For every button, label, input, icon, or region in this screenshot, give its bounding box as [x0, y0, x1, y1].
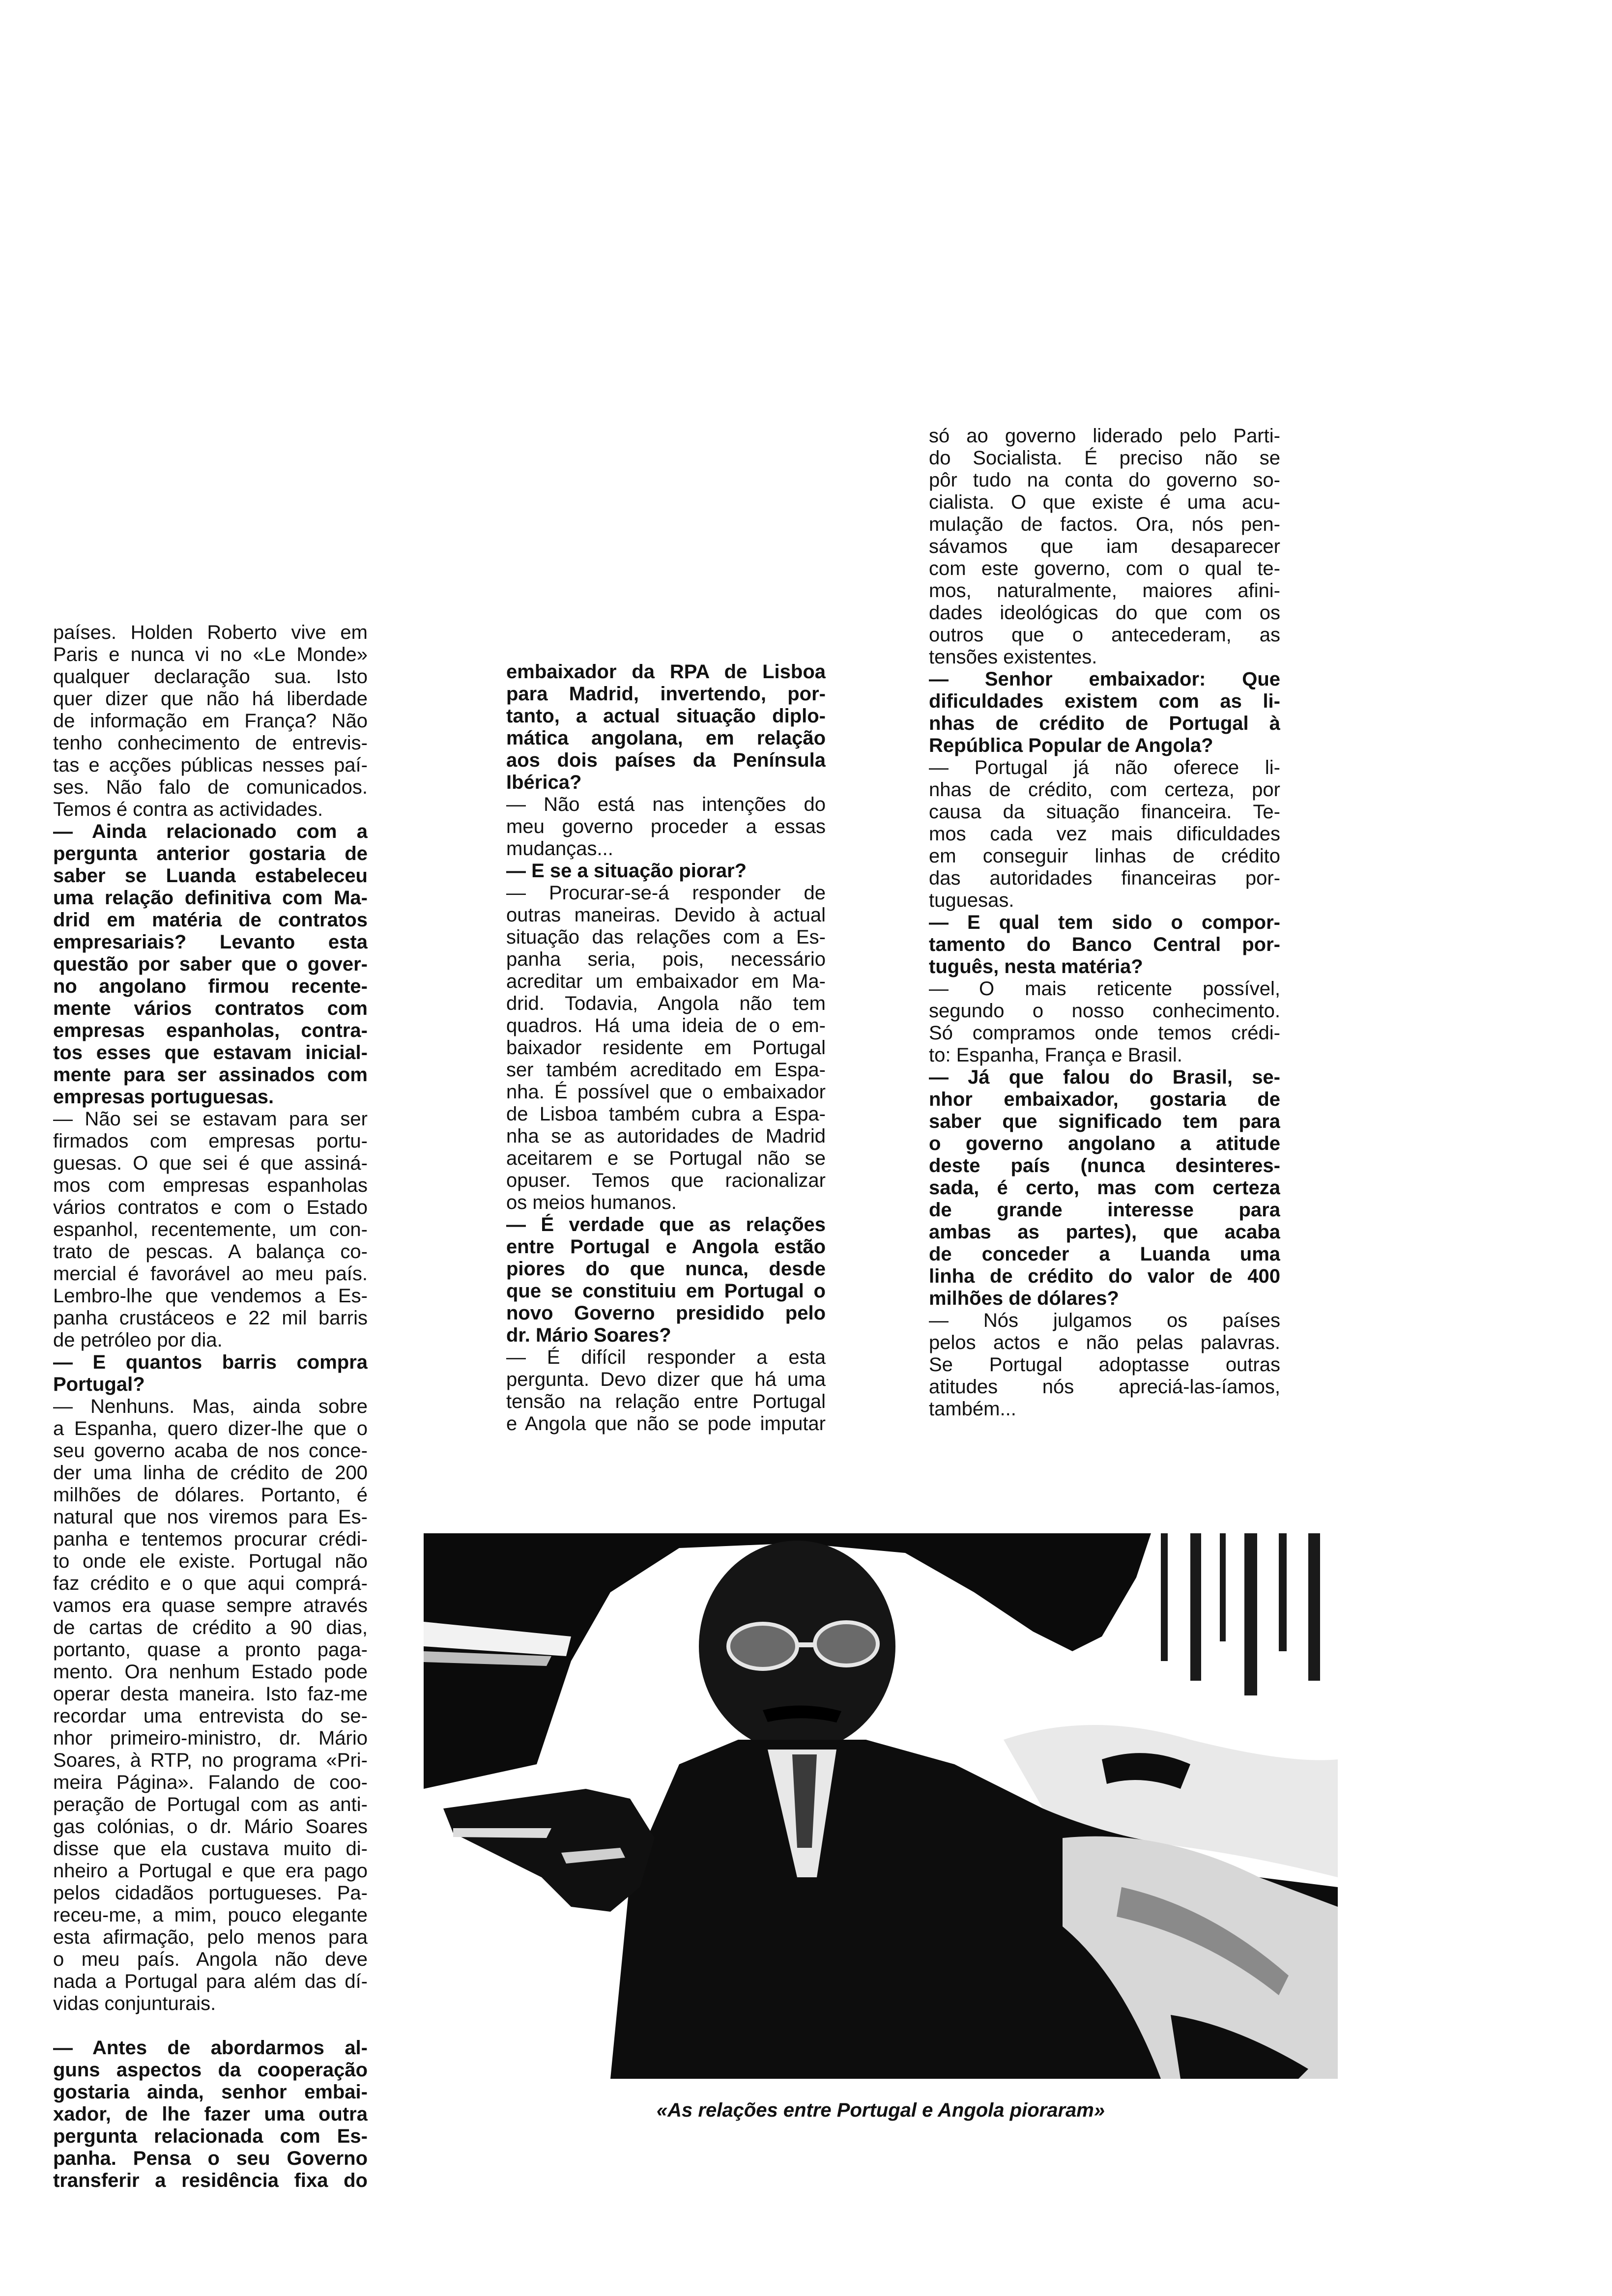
question-line: que se constituiu em Portugal o — [506, 1280, 826, 1302]
answer-line: pôr tudo na conta do governo so- — [929, 469, 1280, 491]
answer-line: pergunta. Devo dizer que há uma — [506, 1369, 826, 1390]
answer-line: — O mais reticente possível, — [929, 978, 1280, 1000]
answer-line: mos com empresas espanholas — [53, 1175, 368, 1196]
answer-line: panha crustáceos e 22 mil barris — [53, 1307, 368, 1329]
question-line: pergunta anterior gostaria de — [53, 843, 368, 864]
question-line: — E qual tem sido o compor- — [929, 912, 1280, 933]
answer-line: Soares, à RTP, no programa «Pri- — [53, 1750, 368, 1771]
answer-line: de Lisboa também cubra a Espa- — [506, 1103, 826, 1125]
answer-line: portanto, quase a pronto paga- — [53, 1639, 368, 1661]
answer-line: ser também acreditado em Espa- — [506, 1059, 826, 1081]
answer-line: natural que nos viremos para Es- — [53, 1506, 368, 1528]
answer-line: vários contratos e com o Estado — [53, 1197, 368, 1218]
answer-line: cialista. O que existe é uma acu- — [929, 491, 1280, 513]
answer-line: atitudes nós apreciá-las-íamos, — [929, 1376, 1280, 1398]
answer-line: mos, naturalmente, maiores afini- — [929, 580, 1280, 602]
question-line: pergunta relacionada com Es- — [53, 2125, 368, 2147]
question-line: entre Portugal e Angola estão — [506, 1236, 826, 1258]
question-line: transferir a residência fixa do — [53, 2170, 368, 2191]
question-line: — Senhor embaixador: Que — [929, 668, 1280, 690]
answer-line: em conseguir linhas de crédito — [929, 845, 1280, 867]
answer-line: acreditar um embaixador em Ma- — [506, 971, 826, 992]
question-line: para Madrid, invertendo, por- — [506, 683, 826, 705]
question-line: sada, é certo, mas com certeza — [929, 1177, 1280, 1199]
answer-line: ses. Não falo de comunicados. — [53, 776, 368, 798]
answer-line: panha e tentemos procurar crédi- — [53, 1528, 368, 1550]
question-line: — Antes de abordarmos al- — [53, 2037, 368, 2059]
question-line: — Já que falou do Brasil, se- — [929, 1066, 1280, 1088]
question-line: ambas as partes), que acaba — [929, 1221, 1280, 1243]
answer-line: o meu país. Angola não deve — [53, 1949, 368, 1970]
answer-line: — Não está nas intenções do — [506, 794, 826, 815]
question-line: mente vários contratos com — [53, 998, 368, 1019]
question-line: gostaria ainda, senhor embai- — [53, 2081, 368, 2103]
answer-line: gas colónias, o dr. Mário Soares — [53, 1816, 368, 1837]
answer-line — [53, 2015, 368, 2037]
answer-line: situação das relações com a Es- — [506, 926, 826, 948]
question-line: dificuldades existem com as li- — [929, 690, 1280, 712]
answer-line: outras maneiras. Devido à actual — [506, 904, 826, 926]
answer-line: quadros. Há uma ideia de o em- — [506, 1015, 826, 1036]
answer-line: outros que o antecederam, as — [929, 624, 1280, 646]
question-line: — E se a situação piorar? — [506, 860, 747, 882]
question-line: piores do que nunca, desde — [506, 1258, 826, 1280]
question-line: de conceder a Luanda uma — [929, 1243, 1280, 1265]
answer-line: mercial é favorável ao meu país. — [53, 1263, 368, 1285]
answer-line: de cartas de crédito a 90 dias, — [53, 1617, 368, 1638]
article-column-2 — [506, 661, 826, 1435]
answer-line: vamos era quase sempre através — [53, 1595, 368, 1616]
answer-line: meu governo proceder a essas — [506, 816, 826, 837]
answer-line: tuguesas. — [929, 890, 1014, 911]
answer-line: com este governo, com o qual te- — [929, 558, 1280, 579]
answer-line: firmados com empresas portu- — [53, 1130, 368, 1152]
answer-line: meira Página». Falando de coo- — [53, 1772, 368, 1793]
answer-line: nha se as autoridades de Madrid — [506, 1125, 826, 1147]
question-line: aos dois países da Península — [506, 749, 826, 771]
answer-line: milhões de dólares. Portanto, é — [53, 1484, 368, 1506]
question-line: linha de crédito do valor de 400 — [929, 1265, 1280, 1287]
question-line: questão por saber que o gover- — [53, 953, 368, 975]
answer-line: nheiro a Portugal e que era pago — [53, 1860, 368, 1882]
question-line: mática angolana, em relação — [506, 727, 826, 749]
answer-line: Temos é contra as actividades. — [53, 799, 323, 820]
answer-line: tenho conhecimento de entrevis- — [53, 732, 368, 754]
answer-line: das autoridades financeiras por- — [929, 867, 1280, 889]
question-line: saber que significado tem para — [929, 1111, 1280, 1132]
answer-line: dades ideológicas do que com os — [929, 602, 1280, 624]
answer-line: opuser. Temos que racionalizar — [506, 1170, 826, 1191]
answer-line: nada a Portugal para além das dí- — [53, 1971, 368, 1992]
answer-line: qualquer declaração sua. Isto — [53, 666, 368, 688]
question-line: — E quantos barris compra — [53, 1351, 368, 1373]
answer-line: Se Portugal adoptasse outras — [929, 1354, 1280, 1376]
answer-line: tas e acções públicas nesses paí- — [53, 754, 368, 776]
answer-line: aceitarem e se Portugal não se — [506, 1148, 826, 1169]
question-line: República Popular de Angola? — [929, 735, 1213, 756]
answer-line: peração de Portugal com as anti- — [53, 1794, 368, 1815]
answer-line: Lembro-lhe que vendemos a Es- — [53, 1285, 368, 1307]
question-line: novo Governo presidido pelo — [506, 1302, 826, 1324]
question-line: saber se Luanda estabeleceu — [53, 865, 368, 887]
question-line: deste país (nunca desinteres- — [929, 1155, 1280, 1177]
answer-line: — É difícil responder a esta — [506, 1347, 826, 1368]
answer-line: seu governo acaba de nos conce- — [53, 1440, 368, 1462]
question-line: drid em matéria de contratos — [53, 909, 368, 931]
photo-caption: «As relações entre Portugal e Angola pioraram» — [656, 2099, 1105, 2121]
answer-line: segundo o nosso conhecimento. — [929, 1000, 1280, 1022]
question-line: guns aspectos da cooperação — [53, 2059, 368, 2081]
ambassador-photo — [424, 1533, 1338, 2079]
answer-line: países. Holden Roberto vive em — [53, 622, 368, 643]
answer-line: — Nós julgamos os países — [929, 1310, 1280, 1331]
question-line: no angolano firmou recente- — [53, 976, 368, 997]
answer-line: do Socialista. É preciso não se — [929, 447, 1280, 469]
answer-line: a Espanha, quero dizer-lhe que o — [53, 1418, 368, 1439]
question-line: nhor embaixador, gostaria de — [929, 1089, 1280, 1110]
answer-line: — Nenhuns. Mas, ainda sobre — [53, 1396, 368, 1417]
question-line: xador, de lhe fazer uma outra — [53, 2103, 368, 2125]
question-line: empresas espanholas, contra- — [53, 1020, 368, 1041]
answer-line: receu-me, a mim, pouco elegante — [53, 1904, 368, 1926]
answer-line: tensões existentes. — [929, 646, 1097, 668]
answer-line: — Não sei se estavam para ser — [53, 1108, 368, 1130]
answer-line: pelos cidadãos portugueses. Pa- — [53, 1882, 368, 1904]
answer-line: to onde ele existe. Portugal não — [53, 1550, 368, 1572]
answer-line: der uma linha de crédito de 200 — [53, 1462, 368, 1484]
question-line: tanto, a actual situação diplo- — [506, 705, 826, 727]
article-column-1 — [53, 622, 368, 2192]
answer-line: sávamos que iam desaparecer — [929, 536, 1280, 557]
answer-line: trato de pescas. A balança co- — [53, 1241, 368, 1263]
answer-line: tensão na relação entre Portugal — [506, 1391, 826, 1412]
answer-line: de informação em França? Não — [53, 710, 368, 732]
answer-line: e Angola que não se pode imputar — [506, 1413, 826, 1435]
answer-line: drid. Todavia, Angola não tem — [506, 993, 826, 1014]
answer-line: faz crédito e o que aqui comprá- — [53, 1573, 368, 1594]
answer-line: os meios humanos. — [506, 1192, 677, 1213]
answer-line: — Procurar-se-á responder de — [506, 882, 826, 904]
answer-line: Só compramos onde temos crédi- — [929, 1022, 1280, 1044]
question-line: tuguês, nesta matéria? — [929, 956, 1143, 977]
question-line: embaixador da RPA de Lisboa — [506, 661, 826, 683]
answer-line: mos cada vez mais dificuldades — [929, 823, 1280, 845]
answer-line: nhas de crédito, com certeza, por — [929, 779, 1280, 801]
answer-line: esta afirmação, pelo menos para — [53, 1926, 368, 1948]
answer-line: mudanças... — [506, 838, 613, 860]
answer-line: disse que ela custava muito di- — [53, 1838, 368, 1860]
answer-line: operar desta maneira. Isto faz-me — [53, 1683, 368, 1705]
question-line: tos esses que estavam inicial- — [53, 1042, 368, 1063]
question-line: Ibérica? — [506, 772, 582, 793]
answer-line: espanhol, recentemente, um con- — [53, 1219, 368, 1240]
question-line: panha. Pensa o seu Governo — [53, 2148, 368, 2169]
answer-line: vidas conjunturais. — [53, 1993, 216, 2014]
answer-line: pelos actos e não pelas palavras. — [929, 1332, 1280, 1353]
question-line: tamento do Banco Central por- — [929, 934, 1280, 955]
answer-line: nha. É possível que o embaixador — [506, 1081, 826, 1103]
question-line: uma relação definitiva com Ma- — [53, 887, 368, 909]
answer-line: nhor primeiro-ministro, dr. Mário — [53, 1727, 368, 1749]
answer-line: panha seria, pois, necessário — [506, 948, 826, 970]
question-line: empresas portuguesas. — [53, 1086, 274, 1108]
answer-line: só ao governo liderado pelo Parti- — [929, 425, 1280, 447]
answer-line: mento. Ora nenhum Estado pode — [53, 1661, 368, 1683]
answer-line: de petróleo por dia. — [53, 1329, 223, 1351]
answer-line: baixador residente em Portugal — [506, 1037, 826, 1059]
question-line: mente para ser assinados com — [53, 1064, 368, 1086]
answer-line: causa da situação financeira. Te- — [929, 801, 1280, 823]
question-line: dr. Mário Soares? — [506, 1324, 671, 1346]
photo-illustration — [424, 1533, 1338, 2079]
answer-line: mulação de factos. Ora, nós pen- — [929, 514, 1280, 535]
answer-line: quer dizer que não há liberdade — [53, 688, 368, 710]
question-line: — Ainda relacionado com a — [53, 821, 368, 842]
answer-line: também... — [929, 1398, 1016, 1420]
answer-line: to: Espanha, França e Brasil. — [929, 1044, 1182, 1066]
question-line: nhas de crédito de Portugal à — [929, 713, 1280, 734]
answer-line: — Portugal já não oferece li- — [929, 757, 1280, 778]
question-line: empresariais? Levanto esta — [53, 931, 368, 953]
question-line: milhões de dólares? — [929, 1288, 1119, 1309]
question-line: — É verdade que as relações — [506, 1214, 826, 1235]
article-column-3 — [929, 425, 1280, 1420]
question-line: de grande interesse para — [929, 1199, 1280, 1221]
question-line: o governo angolano a atitude — [929, 1133, 1280, 1154]
answer-line: recordar uma entrevista do se- — [53, 1705, 368, 1727]
question-line: Portugal? — [53, 1374, 145, 1395]
answer-line: Paris e nunca vi no «Le Monde» — [53, 644, 368, 665]
answer-line: guesas. O que sei é que assiná- — [53, 1152, 368, 1174]
